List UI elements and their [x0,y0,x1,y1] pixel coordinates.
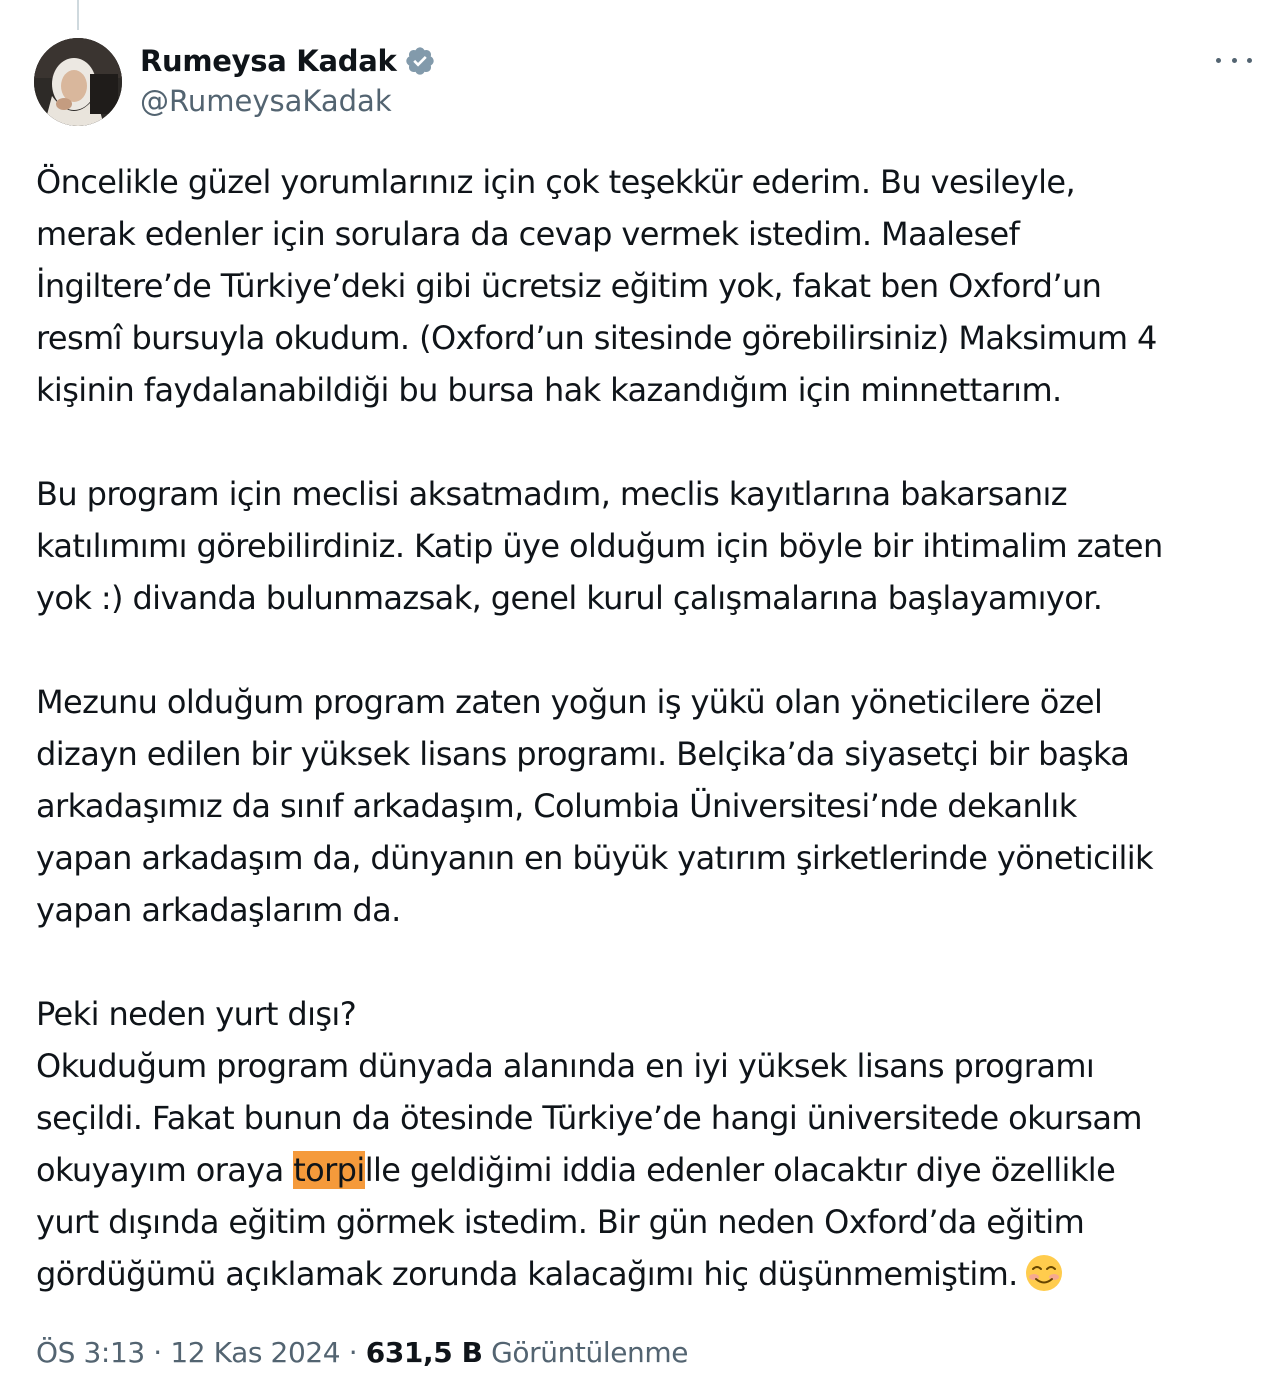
views-label: Görüntülenme [482,1336,689,1369]
tweet-line: yurt dışında eğitim görmek istedim. Bir gün neden Oxford’da eğitim [36,1203,1085,1241]
tweet-line: Mezunu olduğum program zaten yoğun iş yükü olan yöneticilere özel [36,683,1103,721]
more-options-icon[interactable] [1216,52,1252,68]
tweet-line: İngiltere’de Türkiye’deki gibi ücretsiz eğitim yok, fakat ben Oxford’un [36,267,1102,305]
author-names [140,44,436,118]
meta-separator: · [340,1336,366,1369]
tweet-line: seçildi. Fakat bunun da ötesinde Türkiye’de hangi üniversitede okursam [36,1099,1142,1137]
line-text-after: lle geldiğimi iddia edenler olacaktır diye özellikle [364,1151,1116,1189]
meta-separator: · [144,1336,171,1369]
tweet-line: resmî bursuyla okudum. (Oxford’un sitesinde görebilirsiniz) Maksimum 4 [36,319,1157,357]
tweet-line: kişinin faydalanabildiği bu bursa hak kazandığım için minnettarım. [36,371,1062,409]
tweet-meta [36,1336,688,1369]
verified-badge-icon[interactable] [404,45,436,77]
display-name[interactable]: Rumeysa Kadak [140,44,397,78]
tweet-line: arkadaşımız da sınıf arkadaşım, Columbia Üniversitesi’nde dekanlık [36,787,1077,825]
more-dot [1247,58,1252,63]
tweet-line-text: gördüğümü açıklamak zorunda kalacağımı hiç düşünmemiştim. [36,1255,1018,1293]
more-dot [1232,58,1237,63]
tweet-line-highlighted [36,1144,1266,1196]
highlighted-word: torpi [293,1151,365,1189]
smiling-face-emoji-icon [1024,1253,1064,1293]
views-count: 631,5 B [365,1336,483,1369]
line-text-before: okuyayım oraya [36,1151,294,1189]
tweet-paragraph [36,156,1266,416]
tweet-line: dizayn edilen bir yüksek lisans programı. Belçika’da siyasetçi bir başka [36,735,1130,773]
avatar-photo [34,38,122,126]
tweet-line: Öncelikle güzel yorumlarınız için çok teşekkür ederim. Bu vesileyle, [36,163,1076,201]
tweet-line: katılımımı görebilirdiniz. Katip üye olduğum için böyle bir ihtimalim zaten [36,527,1163,565]
tweet-line: yapan arkadaşım da, dünyanın en büyük yatırım şirketlerinde yöneticilik [36,839,1153,877]
tweet-text [36,156,1266,1300]
tweet-line-last [36,1248,1266,1300]
tweet-line: Peki neden yurt dışı? [36,995,357,1033]
avatar[interactable] [34,38,122,126]
tweet-paragraph [36,676,1266,936]
tweet-line: yapan arkadaşlarım da. [36,891,401,929]
display-name-row [140,44,436,78]
tweet-line: merak edenler için sorulara da cevap vermek istedim. Maalesef [36,215,1020,253]
thread-connector-line [77,0,79,30]
tweet-paragraph [36,988,1266,1300]
more-dot [1216,58,1221,63]
tweet-header [34,38,1260,128]
tweet-date[interactable]: 12 Kas 2024 [170,1336,341,1369]
author-handle[interactable]: @RumeysaKadak [140,84,392,118]
tweet-time[interactable]: ÖS 3:13 [36,1336,145,1369]
tweet-line: yok :) divanda bulunmazsak, genel kurul çalışmalarına başlayamıyor. [36,579,1103,617]
tweet-paragraph [36,468,1266,624]
tweet-line: Okuduğum program dünyada alanında en iyi yüksek lisans programı [36,1047,1095,1085]
tweet-line: Bu program için meclisi aksatmadım, meclis kayıtlarına bakarsanız [36,475,1067,513]
